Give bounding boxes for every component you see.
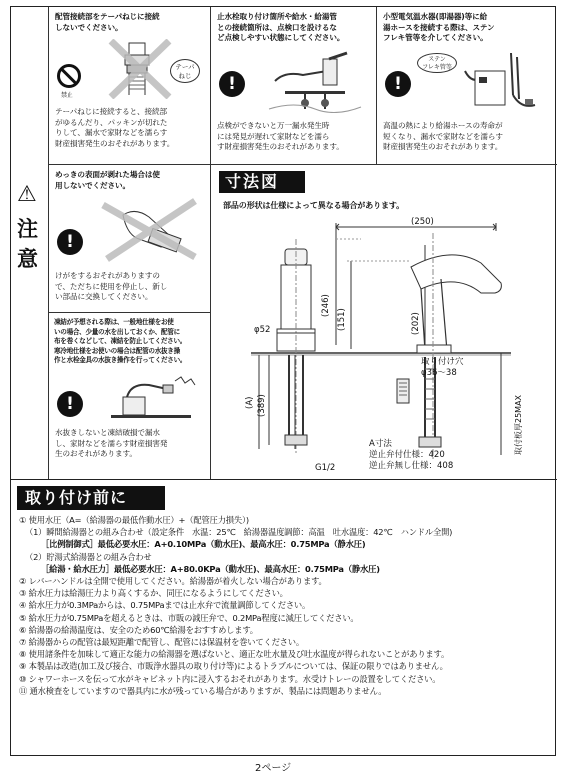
cell-heading: 止水栓取り付け箇所や給水・給湯管 との接続箇所は、点検口を設けるな ど点検しやすい状態にしてください。 [217, 12, 345, 43]
install-note-item: ⑪ 通水検査をしていますので器具内に水が残っている場合がありますが、製品には問題ありません。 [19, 685, 387, 696]
damaged-plating-illustration [99, 195, 203, 263]
install-note-item: ［比例制御式］最低必要水圧：A+0.10MPa（動水圧)、最高水圧：0.75MPa（静水圧) [41, 539, 366, 550]
cell-body: テーパねじに接続すると、接続部 がゆるんだり、パッキンが切れた りして、漏水で家財などを濡らす 財産損害発生のおそれがあります。 [55, 107, 175, 148]
caution-triangle-icon: ⚠ [17, 182, 37, 207]
install-note-item: ⑥ 給湯器の給湯温度は、安全のため60℃給湯をおすすめします。 [19, 624, 258, 635]
dim-phi52: φ52 [254, 325, 271, 335]
cell-heading: 凍結が予想される際は、一般地仕様をお使 いの場合、少量の水を出しておくか、配管に 布を巻くなどして、凍結を防止してください。 寒冷地仕様をお使いの場合は配管の水抜き操 作と水栓金具の水抜き操作を行ってください。 [54, 318, 187, 365]
cell-body: 点検ができないと万一漏水発生時 には発見が遅れて家財などを濡ら す財産損害発生のおそれがあります。 [217, 121, 344, 152]
install-note-item: ⑩ シャワーホースを伝って水がキャビネット内に浸入するおそれがあります。水受けトレーの設置をしてください。 [19, 673, 441, 684]
before-install-title: 取り付け前に [17, 486, 165, 510]
frozen-faucet-illustration [101, 371, 201, 423]
before-install-list [19, 514, 553, 697]
plate-thickness-label: 取付板厚25MAX [514, 394, 523, 455]
thread-label: G1/2 [315, 463, 336, 473]
exclamation-icon: ! [57, 229, 83, 255]
install-note-item: ① 使用水圧（A=（給湯器の最低作動水圧）+（配管圧力損失）) [19, 515, 249, 525]
dim-a: (A) [245, 396, 255, 409]
flexible-pipe-callout: ステン フレキ管等 [417, 53, 457, 73]
install-note-item: ⑦ 給湯器からの配管は最短距離で配管し、配管には保温材を巻いてください。 [19, 637, 304, 648]
caution-cell-heater [377, 7, 557, 165]
exclamation-icon: ! [57, 391, 83, 417]
caution-char-2: 意 [17, 247, 38, 271]
install-note-item: ⑤ 給水圧力が0.75MPaを超えるときは、市販の減圧弁で、0.2MPa程度に減圧してください。 [19, 612, 359, 623]
prohibit-label: 禁止 [61, 92, 73, 99]
dim-151: (151) [337, 308, 347, 331]
install-note-item: ⑨ 本製品は改造(加工及び接合、市販浄水器具の取り付け等)によるトラブルについては、保証の限りではありません。 [19, 661, 448, 672]
taper-callout: テーパ ねじ [170, 59, 200, 83]
install-note-item: ⑧ 使用諸条件を加味して適正な能力の給湯器を選ばないと、適正な吐水量及び吐水温度が得られないことがあります。 [19, 649, 450, 660]
manual-page [10, 6, 556, 756]
caution-cell-taper [49, 7, 211, 165]
install-note-item: ③ 給水圧力は給湯圧力より高くするか、同圧になるようにしてください。 [19, 588, 288, 599]
valve-illustration [265, 51, 365, 113]
exclamation-icon: ! [385, 71, 411, 97]
dimension-title: 寸法図 [219, 171, 305, 193]
install-note-item: ④ 給水圧力が0.3MPaからは、0.75MPaまでは止水弁で流量調節してください。 [19, 600, 311, 611]
caution-char-1: 注 [17, 217, 38, 241]
cell-heading: 小型電気温水器(即湯器)等に給 湯ホースを接続する際は、ステン フレキ管等を介してください。 [383, 12, 495, 43]
cell-heading: 配管接続部をテーパねじに接続 しないでください。 [55, 12, 160, 32]
cell-heading: めっきの表面が剥れた場合は使 用しないでください。 [55, 170, 160, 190]
prohibit-icon [57, 64, 81, 88]
cell-body: 水抜きしないと凍結破損で漏水 し、家財などを濡らす財産損害発 生のおそれがあります。 [55, 428, 168, 459]
dim-202: (202) [411, 312, 421, 335]
install-note-item: ［給湯・給水圧力］最低必要水圧：A+80.0KPa（動水圧)、最高水圧：0.75MPa（静水圧) [41, 563, 380, 574]
install-note-item: （2）貯湯式給湯器との組み合わせ [25, 551, 152, 562]
a-dimension-table: A寸法 逆止弁付仕様：420 逆止弁無し仕様：408 [369, 439, 454, 471]
cell-body: けがをするおそれがありますの で、ただちに使用を停止し、新し い部品に交換してください。 [55, 271, 168, 302]
water-heater-illustration [461, 49, 547, 113]
install-note-item: （1）瞬間給湯器との組み合わせ（設定条件 水温：25℃ 給湯器温度調節：高温 吐水温度：42℃ ハンドル全開) [25, 527, 453, 538]
dim-250: (250) [411, 217, 434, 227]
caution-cell-plating [49, 165, 211, 313]
before-install-section [11, 479, 557, 758]
exclamation-icon: ! [219, 71, 245, 97]
faucet-dimension-drawing [211, 209, 557, 477]
cell-body: 高温の熱により給湯ホースの寿命が 短くなり、漏水で家財などを濡らす 財産損害発生のおそれがあります。 [383, 121, 503, 152]
taper-fitting-illustration [107, 39, 175, 99]
caution-sidebar [11, 7, 49, 479]
dimension-section [211, 165, 557, 479]
dim-246: (246) [321, 294, 331, 317]
dim-389: (389) [257, 394, 267, 417]
mounting-hole-label: 取り付け穴 φ36～38 [421, 357, 464, 378]
dimension-note: 部品の形状は仕様によって異なる場合があります。 [223, 201, 405, 210]
caution-cell-freezing [49, 313, 211, 479]
page-number: 2ページ [255, 763, 292, 774]
caution-cell-inspection [211, 7, 377, 165]
install-note-item: ② レバーハンドルは全開で使用してください。給湯器が着火しない場合があります。 [19, 576, 327, 587]
